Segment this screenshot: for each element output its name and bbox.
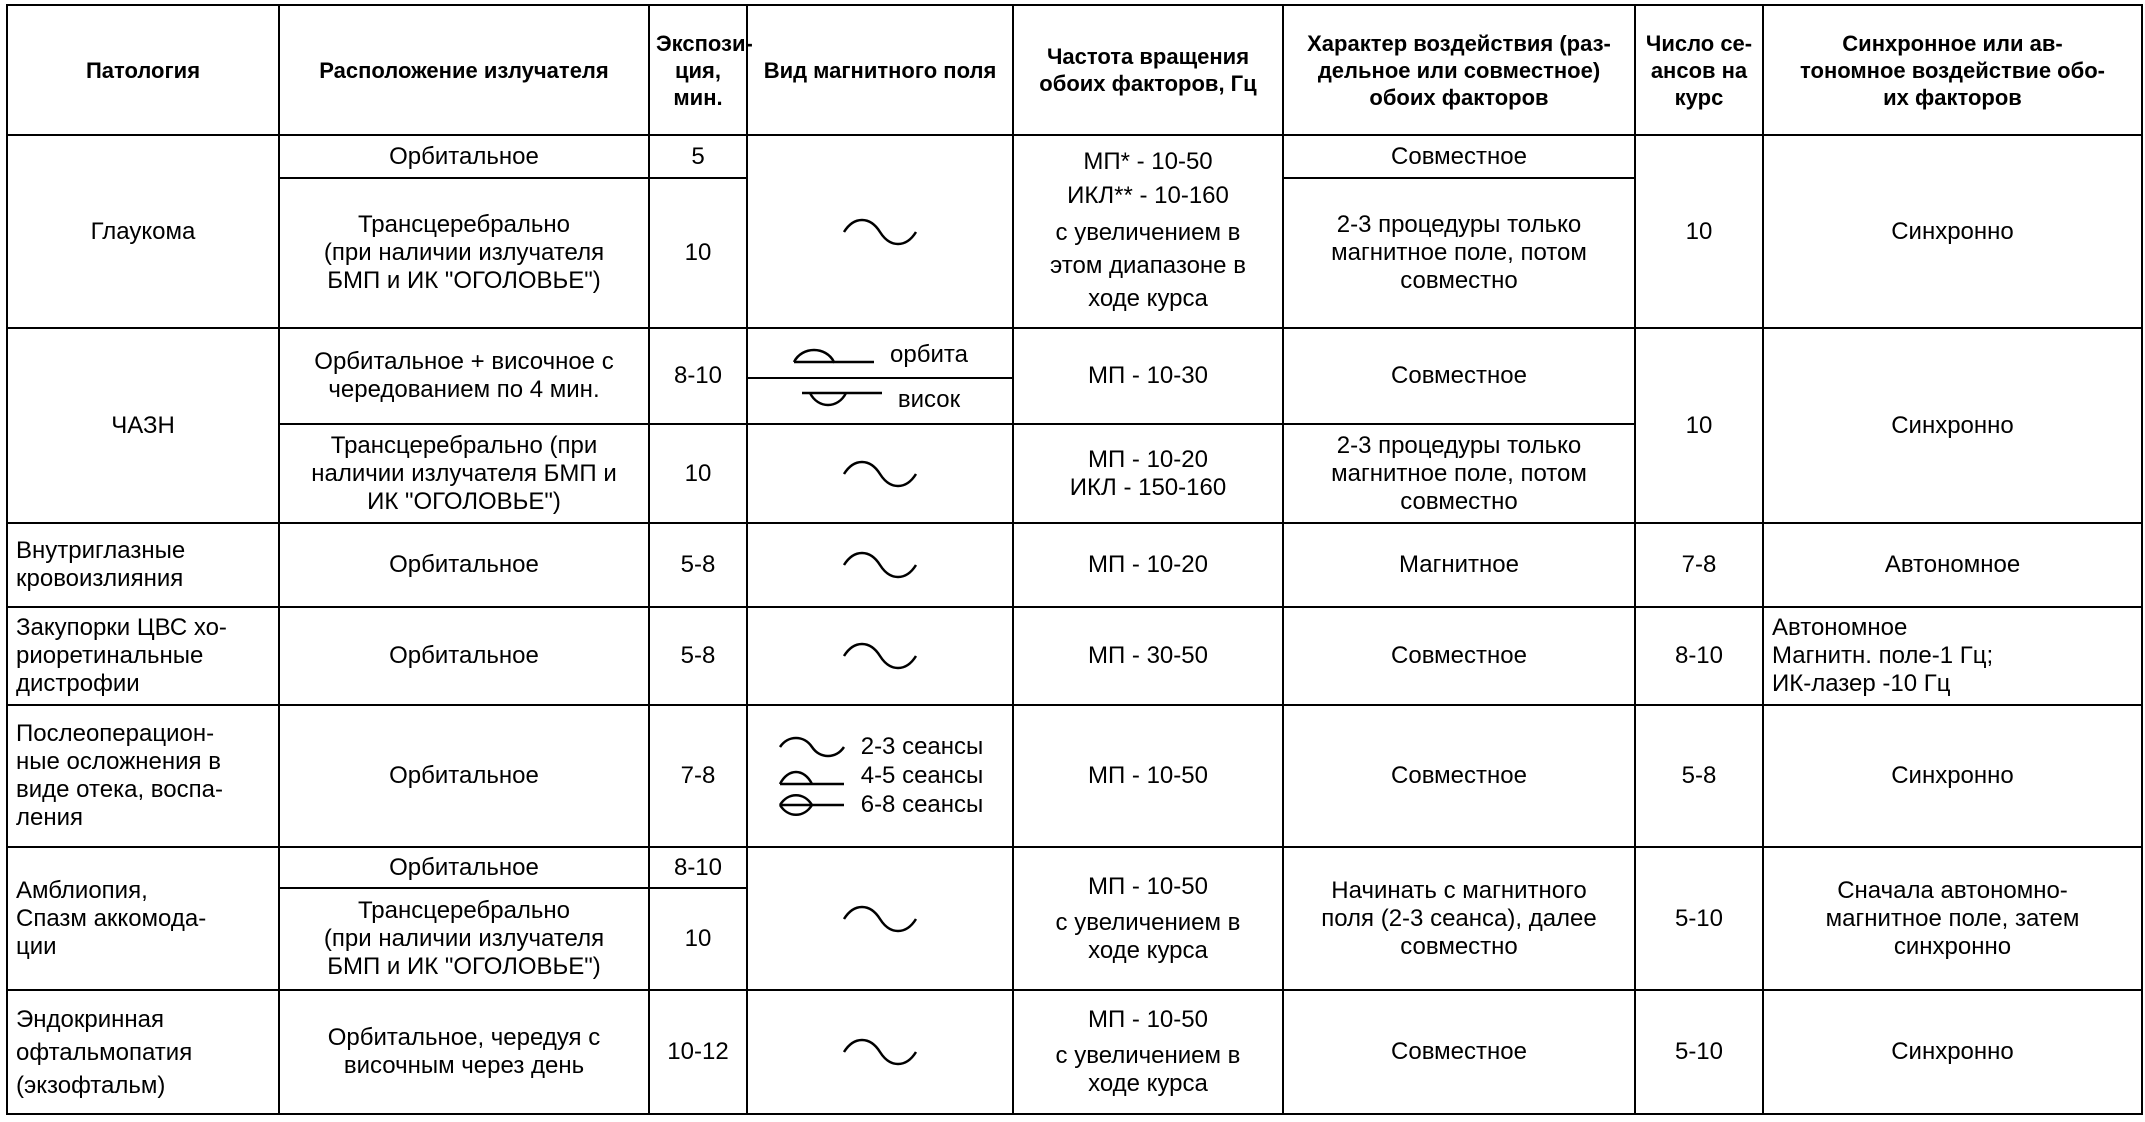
sine-wave-icon [840,1037,920,1067]
pathology-cell: Закупорки ЦВС хо- риоретинальные дистрофии [7,607,279,705]
sessions-cell: 7-8 [1635,523,1763,607]
location-cell: Трансцеребрально (при наличии излучателя БМП и ИК "ОГОЛОВЬЕ") [279,424,649,523]
sync-cell: Синхронно [1763,135,2142,328]
exposure-cell: 5-8 [649,607,747,705]
field-label: орбита [890,340,968,368]
mode-cell: Совместное [1283,705,1635,847]
lower-half-wave-icon [800,390,884,410]
both-half-waves-icon [777,792,847,818]
table-row [7,135,2142,178]
location-cell: Трансцеребрально (при наличии излучателя БМП и ИК "ОГОЛОВЬЕ") [279,888,649,990]
mode-cell: Совместное [1283,607,1635,705]
frequency-cell [1013,990,1283,1114]
location-cell: Орбитальное [279,847,649,888]
mode-cell: Совместное [1283,135,1635,178]
exposure-cell: 7-8 [649,705,747,847]
field-type-cell [747,847,1013,990]
location-cell: Орбитальное [279,135,649,178]
sine-wave-icon [840,217,920,247]
mode-cell: Совместное [1283,328,1635,424]
exposure-cell: 5 [649,135,747,178]
frequency-cell: МП - 10-30 [1013,328,1283,424]
mode-cell: 2-3 процедуры только магнитное поле, потом совместно [1283,424,1635,523]
header-exposure: Экспози- ция, мин. [649,5,747,135]
location-cell: Орбитальное [279,607,649,705]
field-type-cell [747,424,1013,523]
sessions-cell: 5-10 [1635,847,1763,990]
mode-cell: Начинать с магнитного поля (2-3 сеанса), далее совместно [1283,847,1635,990]
frequency-line: с увеличением в ходе курса [1055,908,1241,964]
sessions-cell: 5-10 [1635,990,1763,1114]
therapy-table [6,4,2143,1115]
location-cell: Трансцеребрально (при наличии излучателя БМП и ИК "ОГОЛОВЬЕ") [279,178,649,328]
frequency-cell: МП - 10-50 [1013,705,1283,847]
sine-wave-icon [777,735,847,759]
exposure-cell: 5-8 [649,523,747,607]
sync-cell: Синхронно [1763,990,2142,1114]
header-location: Расположение излучателя [279,5,649,135]
pathology-cell: Глаукома [7,135,279,328]
exposure-cell: 10 [649,424,747,523]
table-row [7,705,2142,847]
exposure-cell: 10-12 [649,990,747,1114]
mode-cell: Магнитное [1283,523,1635,607]
frequency-line: МП - 10-50 [1088,872,1208,900]
header-sync: Синхронное или ав- тономное воздействие обо- их факторов [1763,5,2142,135]
header-mode: Характер воздействия (раз- дельное или совместное) обоих факторов [1283,5,1635,135]
field-type-cell [747,705,1013,847]
table-row [7,607,2142,705]
frequency-cell: МП - 30-50 [1013,607,1283,705]
field-label: 4-5 сеансы [860,762,984,789]
upper-half-wave-icon [792,345,876,365]
field-type-cell [747,607,1013,705]
field-label: 6-8 сеансы [860,791,984,818]
frequency-cell [1013,135,1283,328]
pathology-cell: Амблиопия, Спазм аккомода- ции [7,847,279,990]
sine-wave-icon [840,641,920,671]
sync-cell: Сначала автономно- магнитное поле, затем синхронно [1763,847,2142,990]
header-row [7,5,2142,135]
exposure-cell: 10 [649,178,747,328]
frequency-cell: МП - 10-20 ИКЛ - 150-160 [1013,424,1283,523]
upper-half-wave-icon [777,764,847,788]
table-row [7,847,2142,888]
table-row [7,990,2142,1114]
location-cell: Орбитальное [279,523,649,607]
location-cell: Орбитальное + височное с чередованием по 4 мин. [279,328,649,424]
location-cell: Орбитальное, чередуя с височным через день [279,990,649,1114]
frequency-line: МП* - 10-50 [1083,148,1213,175]
pathology-cell: Внутриглазные кровоизлияния [7,523,279,607]
header-pathology: Патология [7,5,279,135]
sessions-cell: 5-8 [1635,705,1763,847]
field-type-cell [747,990,1013,1114]
field-type-cell [747,328,1013,424]
frequency-line: с увеличением в ходе курса [1055,1042,1241,1097]
sync-cell: Автономное [1763,523,2142,607]
exposure-cell: 8-10 [649,847,747,888]
field-type-cell [747,523,1013,607]
sine-wave-icon [840,550,920,580]
exposure-cell: 8-10 [649,328,747,424]
field-label: висок [897,385,961,413]
pathology-cell: ЧАЗН [7,328,279,523]
field-label: 2-3 сеансы [860,733,984,760]
header-field-type: Вид магнитного поля [747,5,1013,135]
sessions-cell: 10 [1635,328,1763,523]
frequency-line: с увеличением в этом диапазоне в ходе курса [1050,219,1246,312]
exposure-cell: 10 [649,888,747,990]
sync-cell: Автономное Магнитн. поле-1 Гц; ИК-лазер -10 Гц [1763,607,2142,705]
sine-wave-icon [840,459,920,489]
sessions-cell: 8-10 [1635,607,1763,705]
pathology-cell: Эндокринная офтальмопатия (экзофтальм) [7,990,279,1114]
header-frequency: Частота вращения обоих факторов, Гц [1013,5,1283,135]
frequency-cell [1013,847,1283,990]
pathology-cell: Послеоперацион- ные осложнения в виде отека, воспа- ления [7,705,279,847]
table-row [7,523,2142,607]
table-row [7,328,2142,424]
mode-cell: Совместное [1283,990,1635,1114]
sync-cell: Синхронно [1763,705,2142,847]
frequency-cell: МП - 10-20 [1013,523,1283,607]
frequency-line: ИКЛ** - 10-160 [1067,182,1229,209]
mode-cell: 2-3 процедуры только магнитное поле, потом совместно [1283,178,1635,328]
sine-wave-icon [840,904,920,934]
sync-cell: Синхронно [1763,328,2142,523]
field-type-cell [747,135,1013,328]
header-sessions: Число се- ансов на курс [1635,5,1763,135]
frequency-line: МП - 10-50 [1088,1006,1208,1033]
location-cell: Орбитальное [279,705,649,847]
sessions-cell: 10 [1635,135,1763,328]
